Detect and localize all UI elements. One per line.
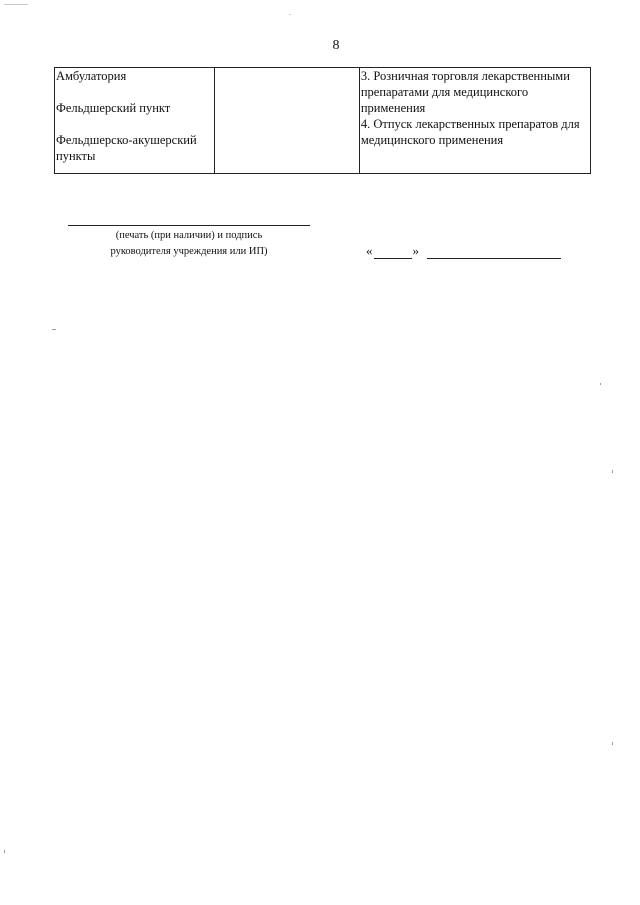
activity-item: 3. Розничная торговля лекарственными xyxy=(360,69,570,83)
scan-speck xyxy=(612,470,613,473)
facility-type: Фельдшерский пункт xyxy=(56,101,171,115)
signature-line xyxy=(68,225,310,226)
activities-cell xyxy=(359,68,590,174)
date-month-year-blank xyxy=(427,246,561,259)
services-table xyxy=(54,67,591,174)
signature-caption: (печать (при наличии) и подпись xyxy=(115,230,263,241)
scan-speck xyxy=(289,14,291,15)
scan-speck xyxy=(600,383,601,385)
date-open-quote: « xyxy=(366,243,373,258)
activity-item: 4. Отпуск лекарственных препаратов для xyxy=(360,117,580,131)
empty-cell xyxy=(215,68,359,174)
scan-speck xyxy=(4,850,5,853)
facility-type: Амбулатория xyxy=(56,69,127,83)
activity-item-continued: применения xyxy=(360,101,426,115)
date-field xyxy=(366,243,561,259)
scan-speck xyxy=(612,742,613,745)
scan-speck xyxy=(4,4,28,5)
facility-type: Фельдшерско-акушерский xyxy=(56,133,197,147)
table-row xyxy=(55,68,591,174)
facility-types-cell xyxy=(55,68,215,174)
page-number: 8 xyxy=(332,38,340,53)
signature-caption: руководителя учреждения или ИП) xyxy=(110,246,268,257)
facility-type-continued: пункты xyxy=(56,149,96,163)
activity-item-continued: препаратами для медицинского xyxy=(360,85,529,99)
date-close-quote: » xyxy=(412,243,419,258)
scan-speck xyxy=(52,329,56,330)
date-day-blank xyxy=(374,246,412,259)
activity-item-continued: медицинского применения xyxy=(360,133,504,147)
